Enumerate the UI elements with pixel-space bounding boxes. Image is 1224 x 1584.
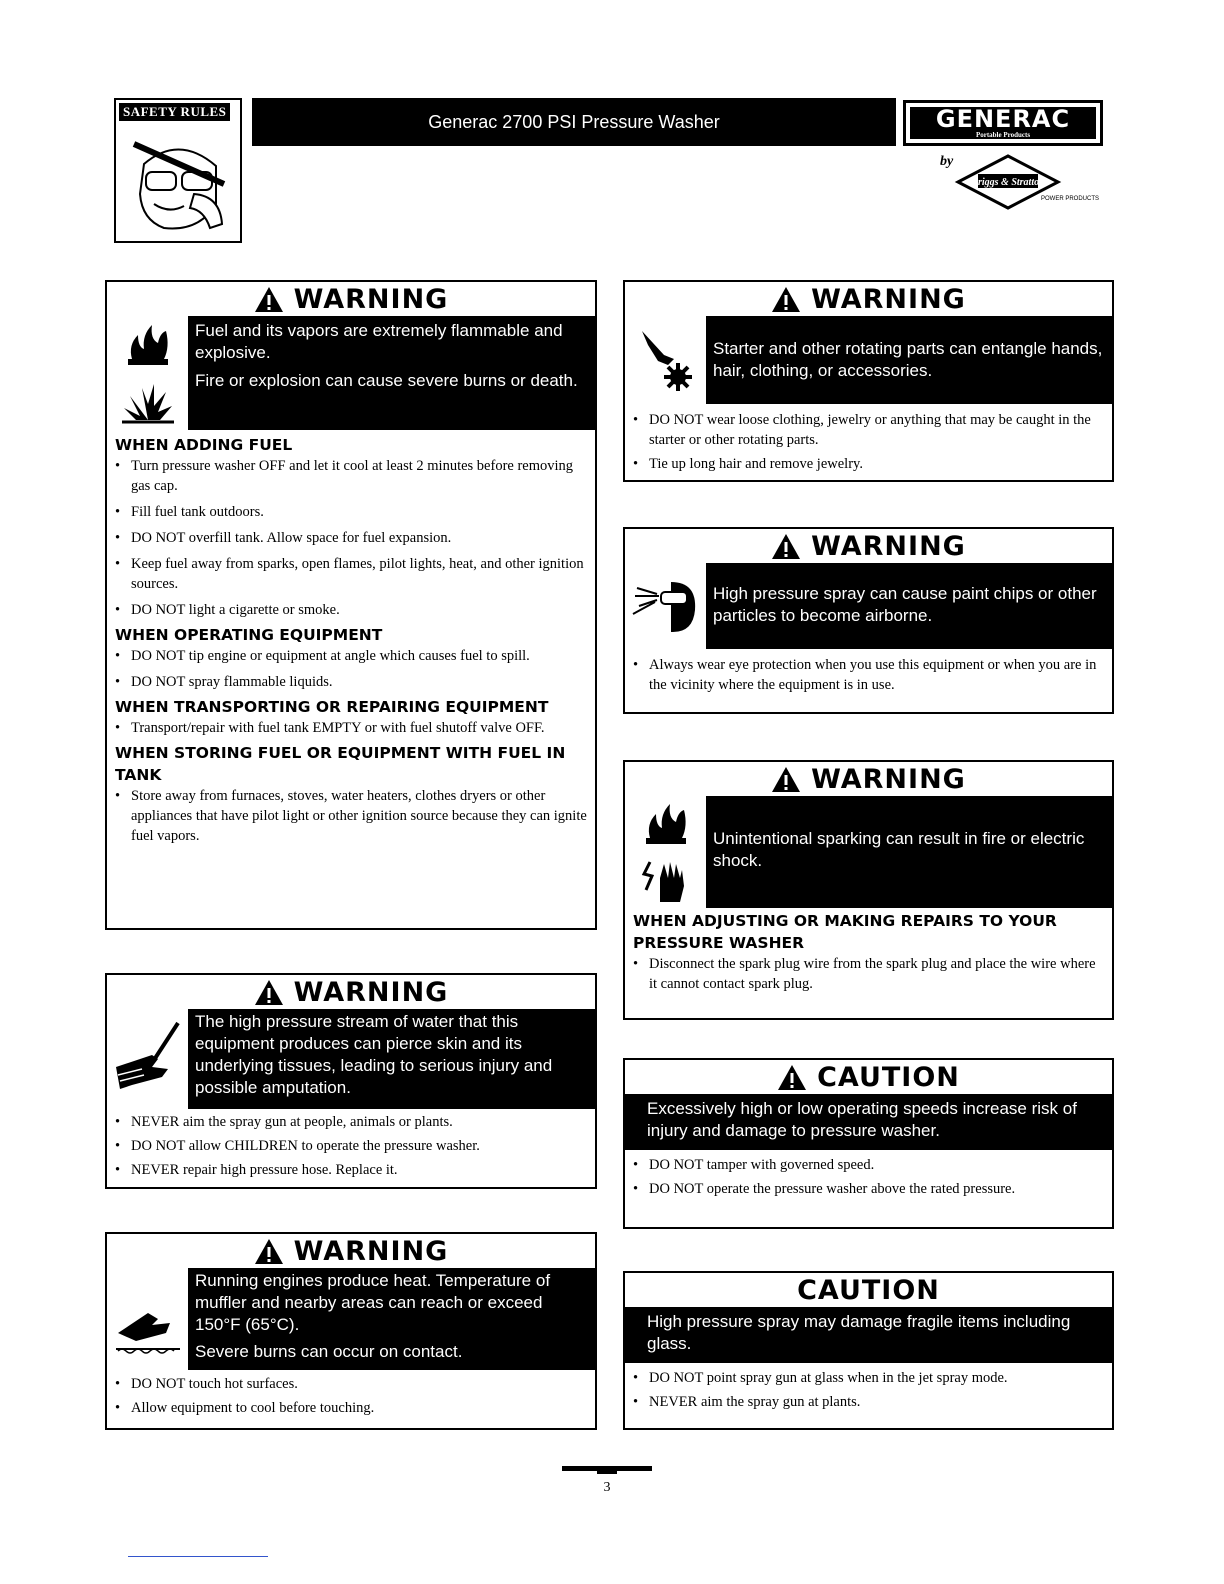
hazard-text-1: High pressure spray can cause paint chips or other particles to become airborne.	[713, 584, 1097, 625]
page-number-text: 3	[603, 1480, 611, 1495]
entanglement-pictogram	[625, 316, 707, 404]
by-label: by	[940, 154, 954, 169]
warning-heading-text: WARNING	[811, 763, 966, 795]
hazard-text-1: Fuel and its vapors are extremely flammable and explosive.	[195, 321, 563, 362]
section-title: WHEN TRANSPORTING OR REPAIRING EQUIPMENT	[115, 698, 549, 716]
instruction-list	[107, 1370, 595, 1426]
rotating-parts-warning-box	[623, 280, 1114, 482]
list-item: • DO NOT allow CHILDREN to operate the pressure washer.	[115, 1136, 589, 1156]
generac-logo-text: GENERAC	[935, 105, 1071, 133]
instruction-list	[107, 430, 595, 854]
page-number-bar-tab	[597, 1471, 617, 1474]
list-item: • Allow equipment to cool before touching.	[115, 1398, 589, 1418]
section-title: WHEN STORING FUEL OR EQUIPMENT WITH FUEL IN TANK	[115, 744, 566, 784]
alert-triangle-icon	[771, 533, 801, 560]
warning-heading	[625, 762, 1112, 796]
warning-heading-text: WARNING	[293, 1235, 449, 1267]
explosion-icon	[118, 378, 178, 426]
caution-heading	[625, 1060, 1112, 1094]
hazard-text-1: Running engines produce heat. Temperature of muffler and nearby areas can reach or exceed 150°F (65°C).	[195, 1271, 551, 1334]
operating-speed-caution-box	[623, 1058, 1114, 1229]
hazard-text-1: Starter and other rotating parts can entangle hands, hair, clothing, or accessories.	[713, 339, 1103, 380]
section-title: WHEN ADJUSTING OR MAKING REPAIRS TO YOUR PRESSURE WASHER	[633, 912, 1057, 952]
alert-triangle-icon	[777, 1064, 807, 1091]
list-item: • Keep fuel away from sparks, open flames, pilot lights, heat, and other ignition sources.	[115, 554, 589, 594]
hazard-message	[625, 316, 1112, 404]
warning-heading-text: WARNING	[811, 530, 966, 562]
list-item: • Transport/repair with fuel tank EMPTY or with fuel shutoff valve OFF.	[115, 718, 589, 738]
generac-logo-subtext: Portable Products	[975, 131, 1031, 139]
warning-heading	[625, 282, 1112, 316]
warning-heading	[107, 975, 595, 1009]
sparking-warning-box	[623, 760, 1114, 1020]
fragile-items-caution-box	[623, 1271, 1114, 1430]
airborne-particles-warning-box	[623, 527, 1114, 714]
warning-heading	[625, 529, 1112, 563]
instruction-list	[625, 649, 1112, 703]
flame-icon	[118, 321, 178, 369]
list-item: • DO NOT light a cigarette or smoke.	[115, 600, 589, 620]
eye-protection-icon	[631, 574, 701, 638]
explosion-pictogram	[107, 373, 189, 430]
flammable-pictogram	[107, 316, 189, 373]
footer-rule	[128, 1556, 268, 1557]
list-item: • Turn pressure washer OFF and let it cool at least 2 minutes before removing gas cap.	[115, 456, 589, 496]
alert-triangle-icon	[771, 766, 801, 793]
hot-surface-pictogram	[107, 1268, 189, 1370]
list-item: • NEVER repair high pressure hose. Replace it.	[115, 1160, 589, 1180]
page-number	[562, 1480, 652, 1496]
document-title: Generac 2700 PSI Pressure Washer	[252, 98, 896, 146]
generac-logo	[903, 100, 1103, 146]
hazard-message	[625, 1307, 1112, 1363]
alert-triangle-icon	[771, 286, 801, 313]
water-jet-hand-icon	[112, 1019, 184, 1099]
rotating-parts-hand-icon	[634, 325, 698, 395]
warning-heading	[107, 1234, 595, 1268]
alert-triangle-icon	[254, 286, 284, 313]
list-item: • Always wear eye protection when you use this equipment or when you are in the vicinity where the equipment is in use.	[633, 655, 1106, 695]
list-item: • DO NOT tamper with governed speed.	[633, 1155, 1106, 1175]
list-item: • DO NOT tip engine or equipment at angle which causes fuel to spill.	[115, 646, 589, 666]
flame-icon	[636, 800, 696, 848]
safety-rules-badge	[114, 98, 242, 243]
list-item: • Disconnect the spark plug wire from the spark plug and place the wire where it cannot contact spark plug.	[633, 954, 1106, 994]
hazard-message	[625, 796, 1112, 908]
eye-protection-pictogram	[625, 563, 707, 649]
instruction-list	[625, 1363, 1112, 1420]
hazard-text-1: The high pressure stream of water that this equipment produces can pierce skin and its underlying tissues, leading to serious injury and possible amputation.	[195, 1012, 553, 1097]
list-item: • DO NOT overfill tank. Allow space for fuel expansion.	[115, 528, 589, 548]
warning-heading-text: WARNING	[293, 283, 449, 315]
caution-heading	[625, 1273, 1112, 1307]
hazard-message	[107, 1268, 595, 1370]
hazard-message	[107, 316, 595, 430]
electric-shock-hand-icon	[636, 856, 696, 904]
hazard-message	[107, 1009, 595, 1109]
list-item: • NEVER aim the spray gun at plants.	[633, 1392, 1106, 1412]
list-item: • Tie up long hair and remove jewelry.	[633, 454, 1106, 474]
skin-injection-pictogram	[107, 1009, 189, 1109]
briggs-stratton-logo	[950, 150, 1110, 210]
instruction-list	[107, 1109, 595, 1188]
instruction-list	[625, 404, 1112, 482]
alert-triangle-icon	[254, 1238, 284, 1265]
list-item: • DO NOT point spray gun at glass when in the jet spray mode.	[633, 1368, 1106, 1388]
hazard-text-1: Excessively high or low operating speeds increase risk of injury and damage to pressure washer.	[647, 1099, 1077, 1140]
list-item: • DO NOT operate the pressure washer above the rated pressure.	[633, 1179, 1106, 1199]
safety-rules-label: SAFETY RULES	[119, 103, 230, 121]
briggs-logo-text: Briggs & Stratton	[971, 177, 1045, 188]
hazard-text-1: Unintentional sparking can result in fire or electric shock.	[713, 829, 1085, 870]
caution-heading-text: CAUTION	[797, 1274, 940, 1306]
warning-heading	[107, 282, 595, 316]
hazard-text-2: Fire or explosion can cause severe burns or death.	[195, 371, 578, 390]
list-item: • Fill fuel tank outdoors.	[115, 502, 589, 522]
electric-shock-pictogram	[625, 852, 707, 908]
flammable-pictogram	[625, 796, 707, 852]
list-item: • DO NOT touch hot surfaces.	[115, 1374, 589, 1394]
list-item: • NEVER aim the spray gun at people, animals or plants.	[115, 1112, 589, 1132]
section-title: WHEN OPERATING EQUIPMENT	[115, 626, 383, 644]
briggs-logo-subtext: POWER PRODUCTS	[1040, 196, 1100, 202]
warning-heading-text: WARNING	[811, 283, 966, 315]
hazard-message	[625, 1094, 1112, 1150]
list-item: • Store away from furnaces, stoves, water heaters, clothes dryers or other appliances that have pilot light or other ignition source because they can ignite fuel vapors.	[115, 786, 589, 846]
hazard-text-2: Severe burns can occur on contact.	[195, 1342, 463, 1361]
hazard-text-1: High pressure spray may damage fragile items including glass.	[647, 1312, 1071, 1353]
caution-heading-text: CAUTION	[817, 1061, 960, 1093]
list-item: • DO NOT wear loose clothing, jewelry or anything that may be caught in the starter or other rotating parts.	[633, 410, 1106, 450]
heat-warning-box	[105, 1232, 597, 1430]
safety-goggles-icon	[124, 124, 234, 236]
stream-warning-box	[105, 973, 597, 1189]
warning-heading-text: WARNING	[293, 976, 449, 1008]
instruction-list	[625, 908, 1112, 1002]
fuel-warning-box	[105, 280, 597, 930]
alert-triangle-icon	[254, 979, 284, 1006]
section-title: WHEN ADDING FUEL	[115, 436, 293, 454]
list-item: • DO NOT spray flammable liquids.	[115, 672, 589, 692]
hazard-message	[625, 563, 1112, 649]
hot-surface-hand-icon	[112, 1279, 184, 1359]
instruction-list	[625, 1150, 1112, 1207]
